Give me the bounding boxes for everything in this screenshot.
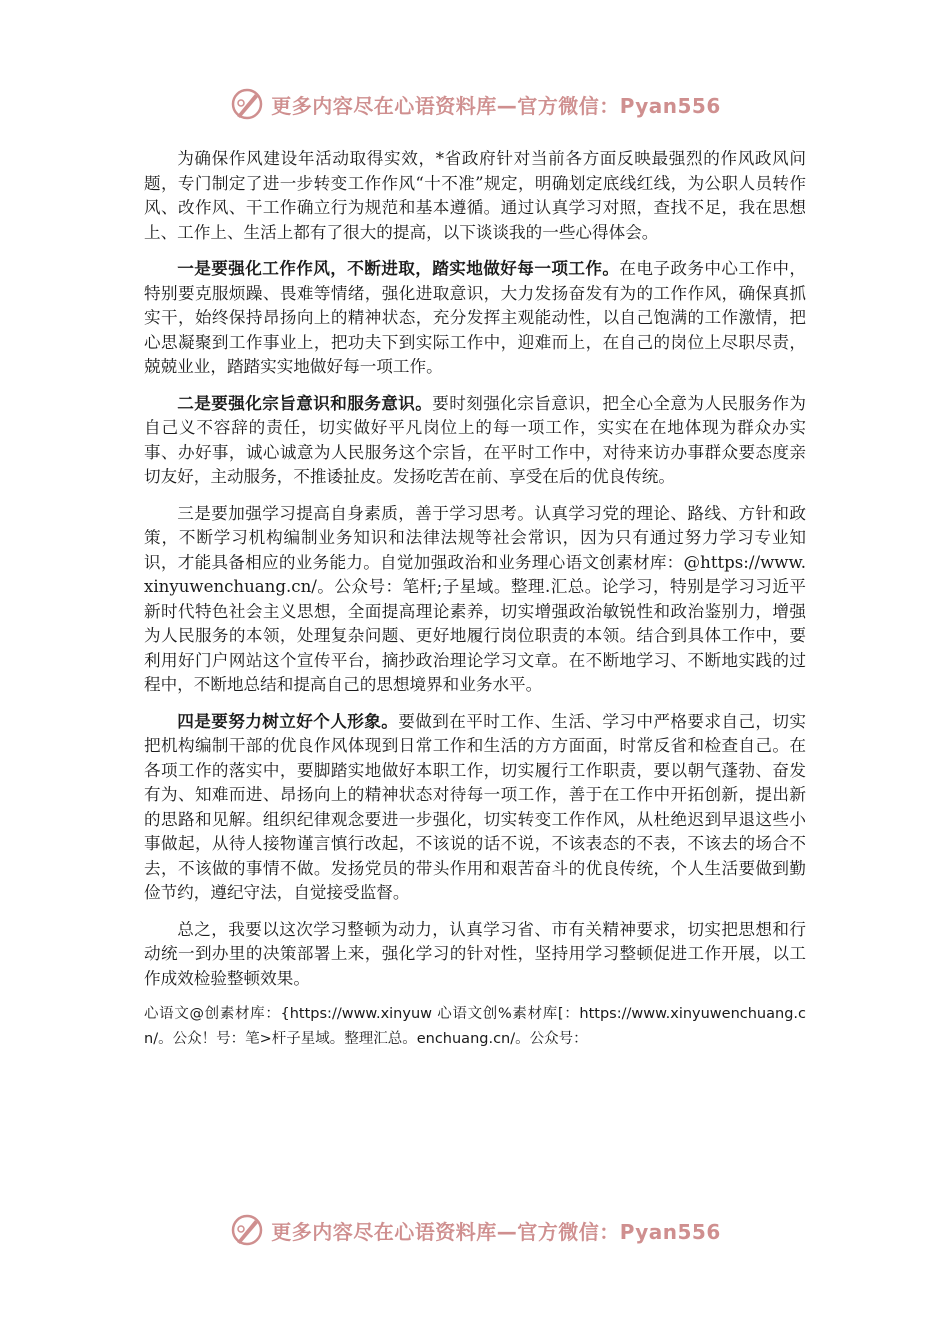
banner-text: 更多内容尽在心语资料库—官方微信：Pyan556: [271, 93, 721, 118]
paragraph-point-4: [144, 709, 806, 906]
paragraph-point-2: [144, 391, 806, 490]
paragraph-text: 要时刻强化宗旨意识，把全心全意为人民服务作为自己义不容辞的责任，切实做好平凡岗位上的每一项工作，实实在在地体现为群众办实事、办好事，诚心诚意为人民服务这个宗旨，在平时工作中，对待来访办事群众要态度亲切友好，主动服务，不推诿扯皮。发扬吃苦在前、享受在后的优良传统。: [144, 393, 807, 486]
paragraph-lead: 二是要强化宗旨意识和服务意识。: [177, 392, 433, 413]
paragraph-conclusion: [144, 917, 806, 992]
paragraph-point-1: [144, 256, 806, 380]
pen-circle-logo-icon: [229, 86, 265, 122]
banner-text: 更多内容尽在心语资料库—官方微信：Pyan556: [271, 1219, 721, 1244]
paragraph-text: 三是要加强学习提高自身素质，善于学习思考。认真学习党的理论、路线、方针和政策，不断学习机构编制业务知识和法律法规等社会常识，因为只有通过努力学习专业知识，才能具备相应的业务能力。自觉加强政治和业务理心语文创素材库：@https://www.xinyuwenchuang.cn/。公众号：笔杆;子星域。整理.汇总。论学习，特别是学习习近平新时代特色社会主义思想，全面提高理论素养，切实增强政治敏锐性和政治鉴别力，增强为人民服务的本领，处理复杂问题、更好地履行岗位职责的本领。结合到具体工作中，要利用好门户网站这个宣传平台，摘抄政治理论学习文章。在不断地学习、不断地实践的过程中，不断地总结和提高自己的思想境界和业务水平。: [144, 503, 806, 694]
footer-note: 心语文@创素材库：{https://www.xinyuw 心语文创%素材库[：https://www.xinyuwenchuang.cn/。公众！号：笔>杆子星域。整理汇总。enchuang.cn/。公众号：: [144, 1006, 806, 1047]
document-body: [144, 146, 806, 1052]
paragraph-text: 总之，我要以这次学习整顿为动力，认真学习省、市有关精神要求，切实把思想和行动统一到办里的决策部署上来，强化学习的针对性，坚持用学习整顿促进工作开展，以工作成效检验整顿效果。: [144, 919, 806, 988]
paragraph-lead: 一是要强化工作作风，不断进取，踏实地做好每一项工作。: [177, 258, 620, 278]
paragraph-lead: 四是要努力树立好个人形象。: [177, 710, 399, 731]
paragraph-text: 在电子政务中心工作中，特别要克服烦躁、畏难等情绪，强化进取意识，大力发扬奋发有为的工作作风，确保真抓实干，始终保持昂扬向上的精神状态，充分发挥主观能动性，以自己饱满的工作激情，把心思凝聚到工作事业上，把功夫下到实际工作中，迎难而上，在自己的岗位上尽职尽责，兢兢业业，踏踏实实地做好每一项工作。: [144, 259, 807, 376]
paragraph-text: 为确保作风建设年活动取得实效，*省政府针对当前各方面反映最强烈的作风政风问题，专门制定了进一步转变工作作风“十不准”规定，明确划定底线红线，为公职人员转作风、改作风、干工作确立行为规范和基本遵循。通过认真学习对照，查找不足，我在思想上、工作上、生活上都有了很大的提高，以下谈谈我的一些心得体会。: [144, 149, 806, 242]
footer-banner: [0, 1206, 950, 1254]
paragraph-intro: [144, 146, 806, 245]
paragraph-point-3: [144, 501, 806, 698]
paragraph-text: 要做到在平时工作、生活、学习中严格要求自己，切实把机构编制干部的优良作风体现到日常工作和生活的方方面面，时常反省和检查自己。在各项工作的落实中，要脚踏实地做好本职工作，切实履行工作职责，要以朝气蓬勃、奋发有为、知难而进、昂扬向上的精神状态对待每一项工作，善于在工作中开拓创新，提出新的思路和见解。组织纪律观念要进一步强化，切实转变工作作风，从杜绝迟到早退这些小事做起，从待人接物谨言慎行改起，不该说的话不说，不该表态的不表，不该去的场合不去，不该做的事情不做。发扬党员的带头作用和艰苦奋斗的优良传统，个人生活要做到勤俭节约，遵纪守法，自觉接受监督。: [144, 711, 807, 902]
pen-circle-logo-icon: [229, 1212, 265, 1248]
header-banner: [0, 80, 950, 128]
